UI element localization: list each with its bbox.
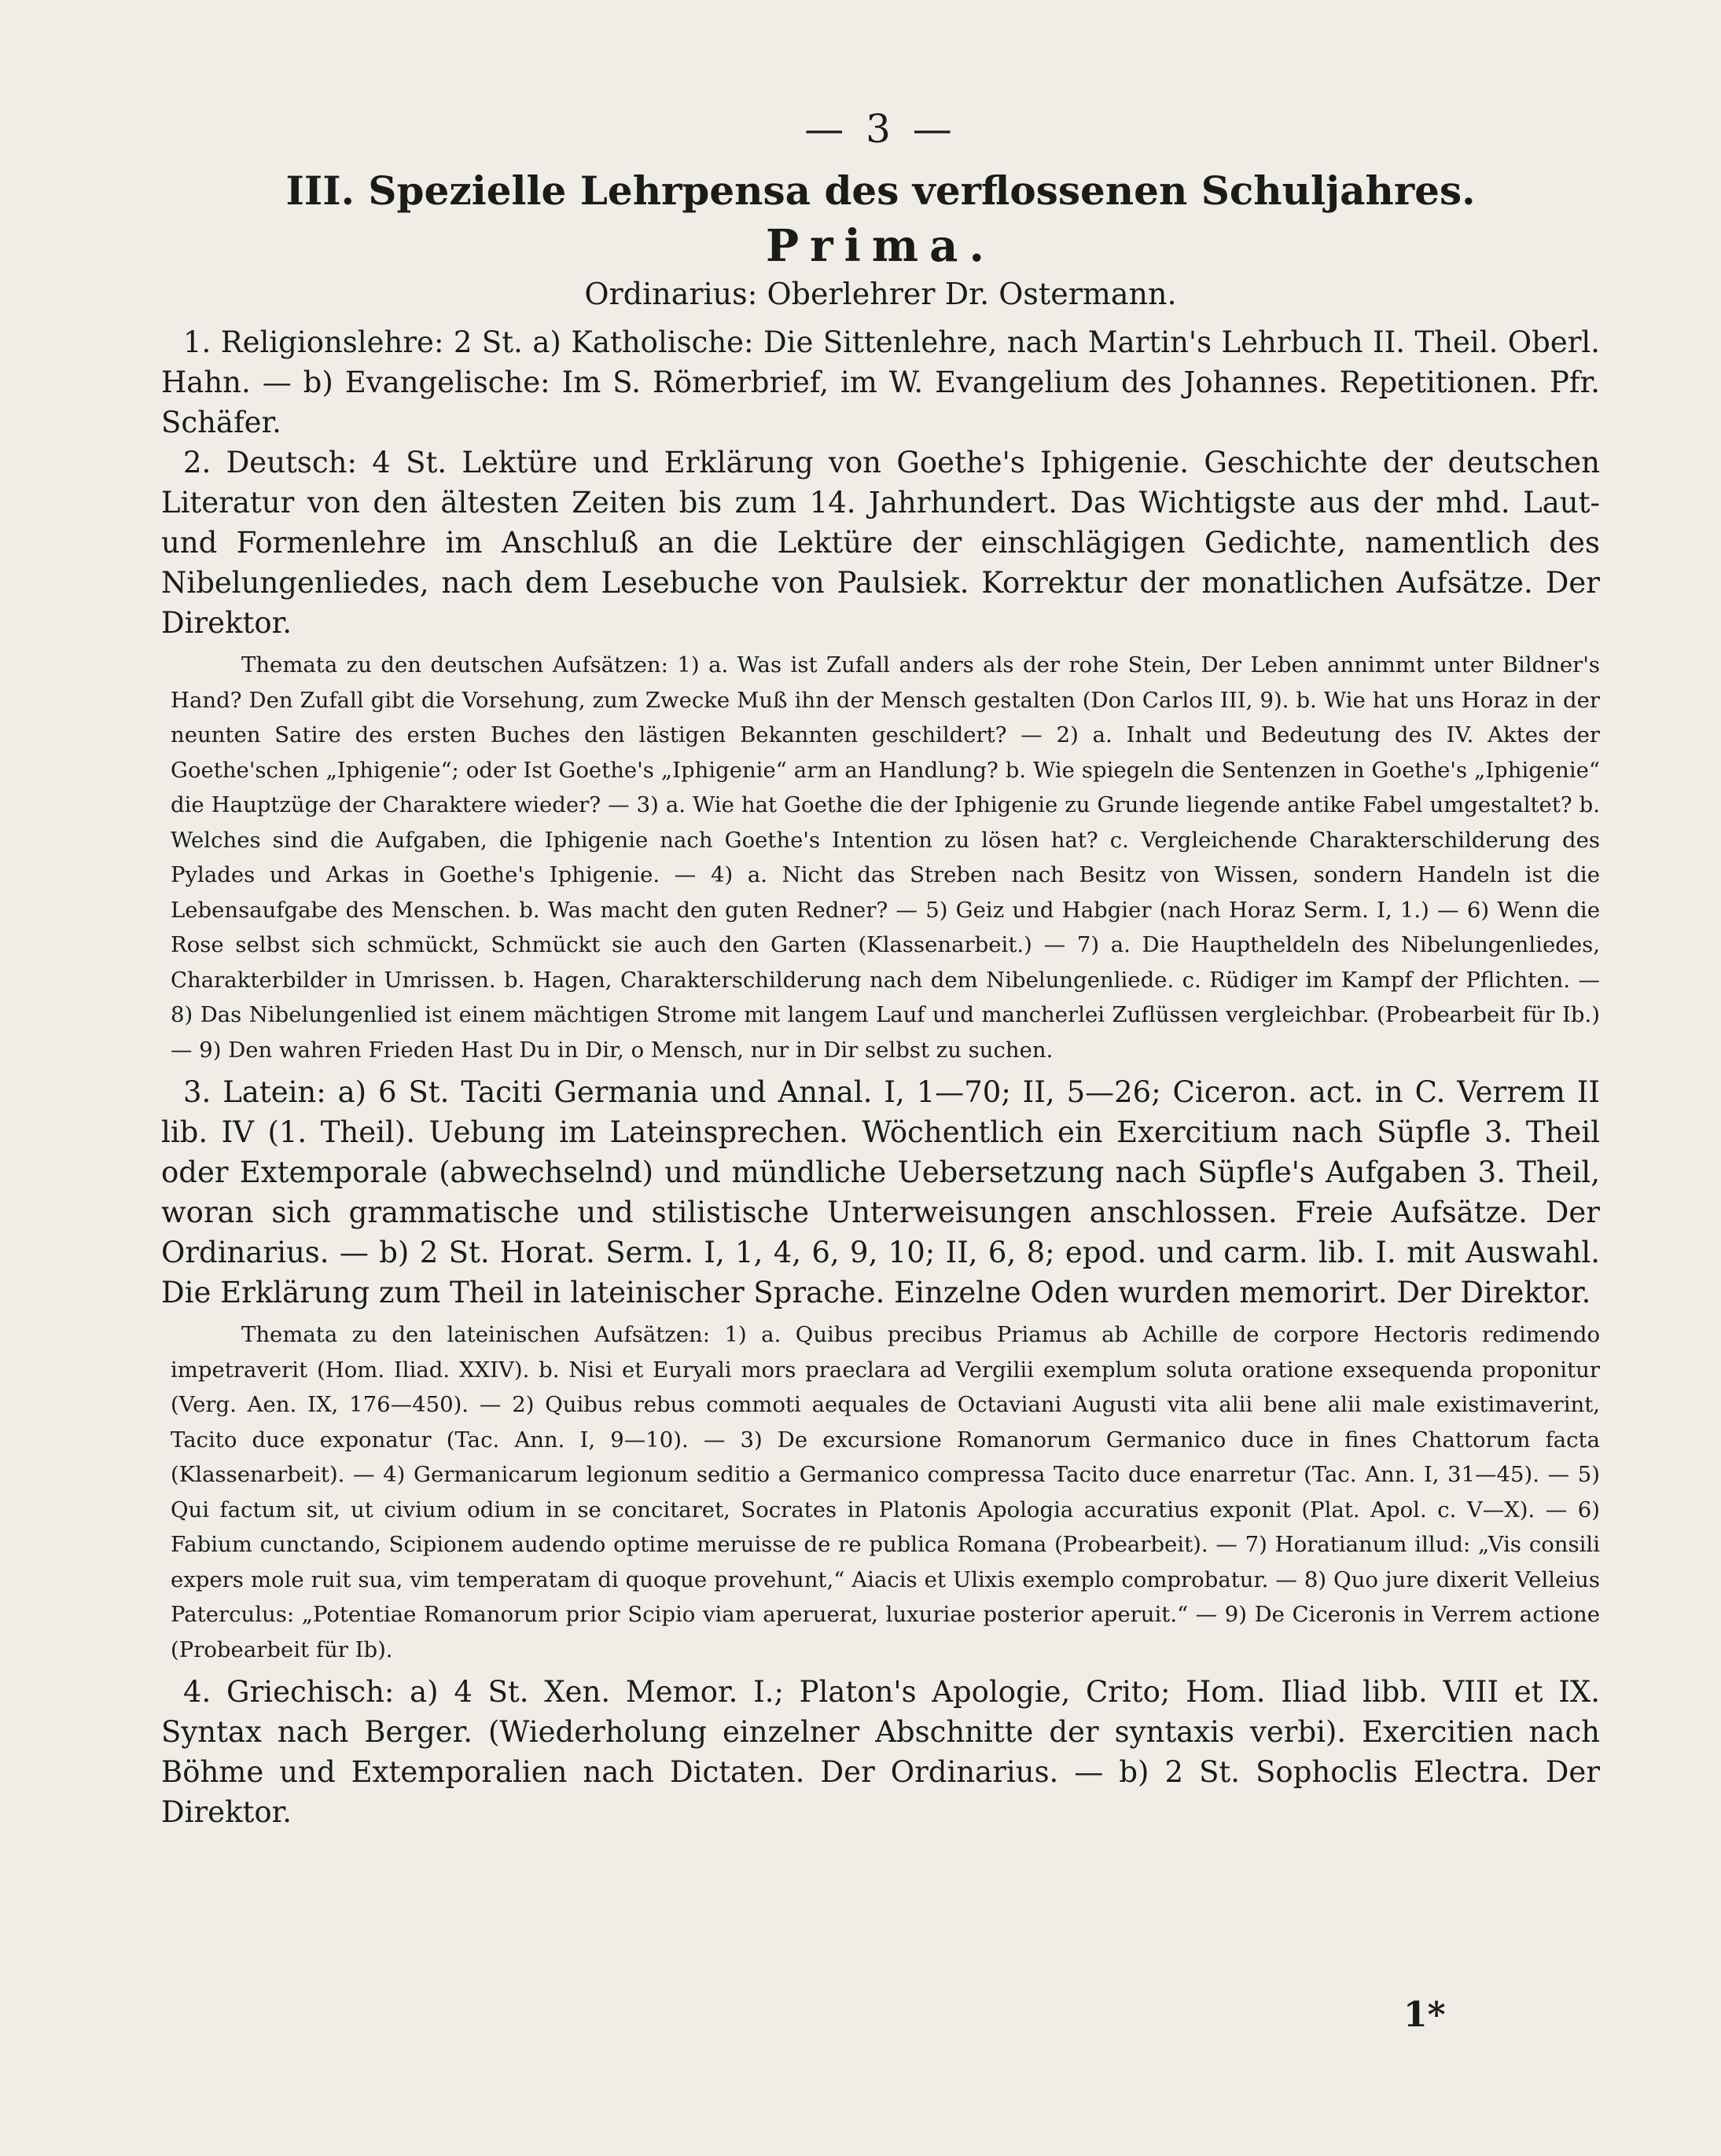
ordinarius-line: Ordinarius: Oberlehrer Dr. Ostermann. <box>584 277 1177 311</box>
religion-paragraph: 1. Religionslehre: 2 St. a) Katholische: Die Sittenlehre, nach Martin's Lehrbuch II. Theil. Oberl. Hahn. — b) Evangelische: Im S. Römerbrief, im W. Evangelium des Johannes. Repetitionen. Pfr. Schäfer. <box>161 325 1600 439</box>
griechisch-paragraph: 4. Griechisch: a) 4 St. Xen. Memor. I.; Platon's Apologie, Crito; Hom. Iliad libb. VIII et IX. Syntax nach Berger. (Wiederholung einzelner Abschnitte der syntaxis verbi). Exercitien nach Böhme und Extemporalien nach Dictaten. Der Ordinarius. — b) 2 St. Sophoclis Electra. Der Direktor. <box>161 1675 1600 1829</box>
page-number: — 3 — <box>804 106 957 152</box>
signature-mark: 1* <box>1403 1995 1446 2035</box>
latein-themata: Themata zu den lateinischen Aufsätzen: 1) a. Quibus precibus Priamus ab Achille de corpore Hectoris redimendo impetraverit (Hom. Iliad. XXIV). b. Nisi et Euryali mors praeclara ad Vergilii exemplum soluta oratione exsequenda proponitur (Verg. Aen. IX, 176—450). — 2) Quibus rebus commoti aequales de Octaviani Augusti vita alii bene alii male existimaverint, Tacito duce exponatur (Tac. Ann. I, 9—10). — 3) De excursione Romanorum Germanico duce in fines Chattorum facta (Klassenarbeit). — 4) Germanicarum legionum seditio a Germanico compressa Tacito duce enarretur (Tac. Ann. I, 31—45). — 5) Qui factum sit, ut civium odium in se concitaret, Socrates in Platonis Apologia accuratius exponit (Plat. Apol. c. V—X). — 6) Fabium cunctando, Scipionem audendo optime meruisse de re publica Romana (Probearbeit). — 7) Horatianum illud: „Vis consili expers mole ruit sua, vim temperatam di quoque provehunt,“ Aiacis et Ulixis exemplo comprobatur. — 8) Quo jure dixerit Velleius Paterculus: „Potentiae Romanorum prior Scipio viam aperuerat, luxuriae posterior aperuit.“ — 9) De Ciceronis in Verrem actione (Probearbeit für Ib). <box>171 1322 1600 1662</box>
page-content <box>161 106 1600 1832</box>
deutsch-paragraph: 2. Deutsch: 4 St. Lektüre und Erklärung von Goethe's Iphigenie. Geschichte der deutschen Literatur von den ältesten Zeiten bis zum 14. Jahrhundert. Das Wichtigste aus der mhd. Laut- und Formenlehre im Anschluß an die Lektüre der einschlägigen Gedichte, namentlich des Nibelungenliedes, nach dem Lesebuche von Paulsiek. Korrektur der monatlichen Aufsätze. Der Direktor. <box>161 446 1600 640</box>
class-title: Prima. <box>766 220 995 272</box>
deutsch-themata: Themata zu den deutschen Aufsätzen: 1) a. Was ist Zufall anders als der rohe Stein, Der Leben annimmt unter Bildner's Hand? Den Zufall gibt die Vorsehung, zum Zwecke Muß ihn der Mensch gestalten (Don Carlos III, 9). b. Wie hat uns Horaz in der neunten Satire des ersten Buches den lästigen Bekannten geschildert? — 2) a. Inhalt und Bedeutung des IV. Aktes der Goethe'schen „Iphigenie“; oder Ist Goethe's „Iphigenie“ arm an Handlung? b. Wie spiegeln die Sentenzen in Goethe's „Iphigenie“ die Hauptzüge der Charaktere wieder? — 3) a. Wie hat Goethe die der Iphigenie zu Grunde liegende antike Fabel umgestaltet? b. Welches sind die Aufgaben, die Iphigenie nach Goethe's Intention zu lösen hat? c. Vergleichende Charakterschilderung des Pylades und Arkas in Goethe's Iphigenie. — 4) a. Nicht das Streben nach Besitz von Wissen, sondern Handeln ist die Lebensaufgabe des Menschen. b. Was macht den guten Redner? — 5) Geiz und Habgier (nach Horaz Serm. I, 1.) — 6) Wenn die Rose selbst sich schmückt, Schmückt sie auch den Garten (Klassenarbeit.) — 7) a. Die Hauptheldeln des Nibelungenliedes, Charakterbilder in Umrissen. b. Hagen, Charakterschilderung nach dem Nibelungenliede. c. Rüdiger im Kampf der Pflichten. — 8) Das Nibelungenlied ist einem mächtigen Strome mit langem Lauf und mancherlei Zuflüssen vergleichbar. (Probearbeit für Ib.) — 9) Den wahren Frieden Hast Du in Dir, o Mensch, nur in Dir selbst zu suchen. <box>171 652 1600 1063</box>
latein-paragraph: 3. Latein: a) 6 St. Taciti Germania und Annal. I, 1—70; II, 5—26; Ciceron. act. in C. Verrem II lib. IV (1. Theil). Uebung im Lateinsprechen. Wöchentlich ein Exercitium nach Süpfle 3. Theil oder Extemporale (abwechselnd) und mündliche Uebersetzung nach Süpfle's Aufgaben 3. Theil, woran sich grammatische und stilistische Unterweisungen anschlossen. Freie Aufsätze. Der Ordinarius. — b) 2 St. Horat. Serm. I, 1, 4, 6, 9, 10; II, 6, 8; epod. und carm. lib. I. mit Auswahl. Die Erklärung zum Theil in lateinischer Sprache. Einzelne Oden wurden memorirt. Der Direktor. <box>161 1075 1600 1309</box>
section-title: III. Spezielle Lehrpensa des verflossenen Schuljahres. <box>285 167 1476 214</box>
